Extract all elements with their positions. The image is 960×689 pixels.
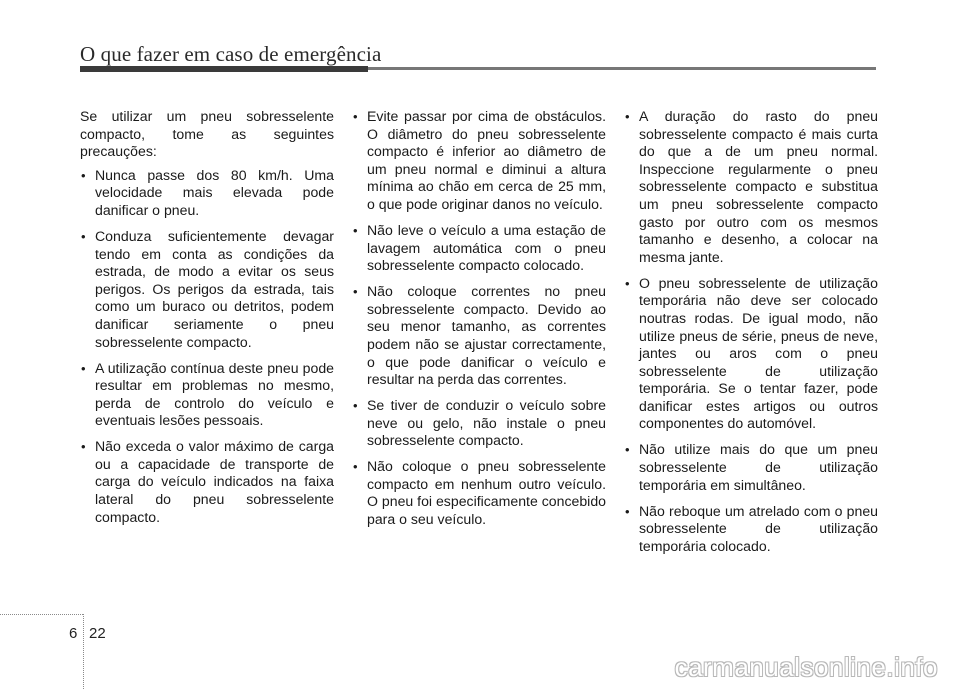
list-item: [624, 275, 878, 433]
bullet-icon: •: [81, 228, 86, 244]
page-number: 22: [89, 625, 106, 642]
list-item-text: A utilização contínua deste pneu pode resultar em problemas no mesmo, perda de controlo do veículo e eventuais lesões pessoais.: [95, 359, 334, 429]
footer-guide-horizontal: [0, 614, 83, 615]
header-rule-accent: [80, 66, 368, 72]
bullet-icon: •: [625, 109, 630, 124]
list-item: [624, 441, 878, 494]
page-title: O que fazer em caso de emergência: [80, 42, 382, 66]
list-item: [352, 283, 606, 389]
list-item-text: O pneu sobresselente de utilização temporária não deve ser colocado noutras rodas. De igual modo, não utilize pneus de série, pneus de neve, jantes ou aros com o pneu sobresselente de utilização temporária. Se o tentar fazer, pode danificar estes artigos ou outros componentes do automóvel.: [639, 274, 878, 432]
list-item: [80, 167, 334, 220]
list-item: [352, 397, 606, 450]
bullet-icon: •: [81, 360, 86, 376]
intro-paragraph: Se utilizar um pneu sobresselente compacto, tome as seguintes precauções:: [80, 108, 334, 160]
bullet-icon: •: [625, 503, 630, 519]
list-item-text: Nunca passe dos 80 km/h. Uma velocidade mais elevada pode danificar o pneu.: [95, 166, 334, 218]
bullet-icon: •: [353, 459, 358, 475]
list-item: [624, 503, 878, 556]
list-item-text: Não coloque o pneu sobresselente compacto em nenhum outro veículo. O pneu foi especificamente concebido para o seu veículo.: [367, 458, 606, 528]
bullet-icon: •: [353, 398, 358, 414]
text-column-2: [352, 108, 606, 537]
list-item: [80, 360, 334, 430]
text-column-3: [624, 108, 878, 564]
text-column-1: [80, 108, 334, 535]
bullet-icon: •: [81, 439, 86, 455]
bullet-icon: •: [625, 442, 630, 458]
chapter-number: 6: [69, 625, 78, 642]
list-item-text: Não coloque correntes no pneu sobresselente compacto. Devido ao seu menor tamanho, as correntes podem não se ajustar correctamente, o que pode danificar o veículo e resultar na perda das correntes.: [367, 283, 606, 388]
list-item: [80, 228, 334, 351]
list-item-text: Não exceda o valor máximo de carga ou a capacidade de transporte de carga do veículo indicados na faixa lateral do pneu sobresselente compacto.: [95, 438, 334, 525]
list-item-text: Se tiver de conduzir o veículo sobre neve ou gelo, não instale o pneu sobresselente compacto.: [367, 397, 606, 449]
list-item-text: Não reboque um atrelado com o pneu sobresselente de utilização temporária colocado.: [639, 502, 878, 554]
bullet-icon: •: [353, 222, 358, 238]
precaution-list-1: [80, 167, 334, 526]
list-item-text: A duração do rasto do pneu sobresselente compacto é mais curta do que a de um pneu normal. Inspeccione regularmente o pneu sobresselente compacto e substitua um pneu sobresselente compacto gasto por outro com os mesmos tamanho e desenho, a colocar na mesma jante.: [639, 108, 878, 265]
list-item: [352, 458, 606, 528]
footer-guide-vertical: [83, 614, 84, 689]
list-item-text: Evite passar por cima de obstáculos. O diâmetro do pneu sobresselente compacto é inferior ao diâmetro de um pneu normal e diminui a altura mínima ao chão em cerca de 25 mm, o que pode originar danos no veículo.: [367, 108, 606, 212]
bullet-icon: •: [625, 275, 630, 291]
list-item: [352, 108, 606, 214]
list-item-text: Não utilize mais do que um pneu sobresselente de utilização temporária em simultâneo.: [639, 441, 878, 493]
precaution-list-2: [352, 108, 606, 529]
bullet-icon: •: [353, 109, 358, 124]
bullet-icon: •: [81, 167, 86, 183]
list-item-text: Não leve o veículo a uma estação de lavagem automática com o pneu sobresselente compacto colocado.: [367, 221, 606, 274]
list-item-text: Conduza suficientemente devagar tendo em conta as condições da estrada, de modo a evitar os seus perigos. Os perigos da estrada, tais como um buraco ou detritos, podem danificar seriamente o pneu sobresselente compacto.: [95, 227, 334, 350]
watermark-text: carmanualsonline.info: [674, 652, 938, 682]
list-item: [624, 108, 878, 266]
list-item: [80, 438, 334, 526]
bullet-icon: •: [353, 284, 358, 300]
precaution-list-3: [624, 108, 878, 555]
list-item: [352, 222, 606, 275]
